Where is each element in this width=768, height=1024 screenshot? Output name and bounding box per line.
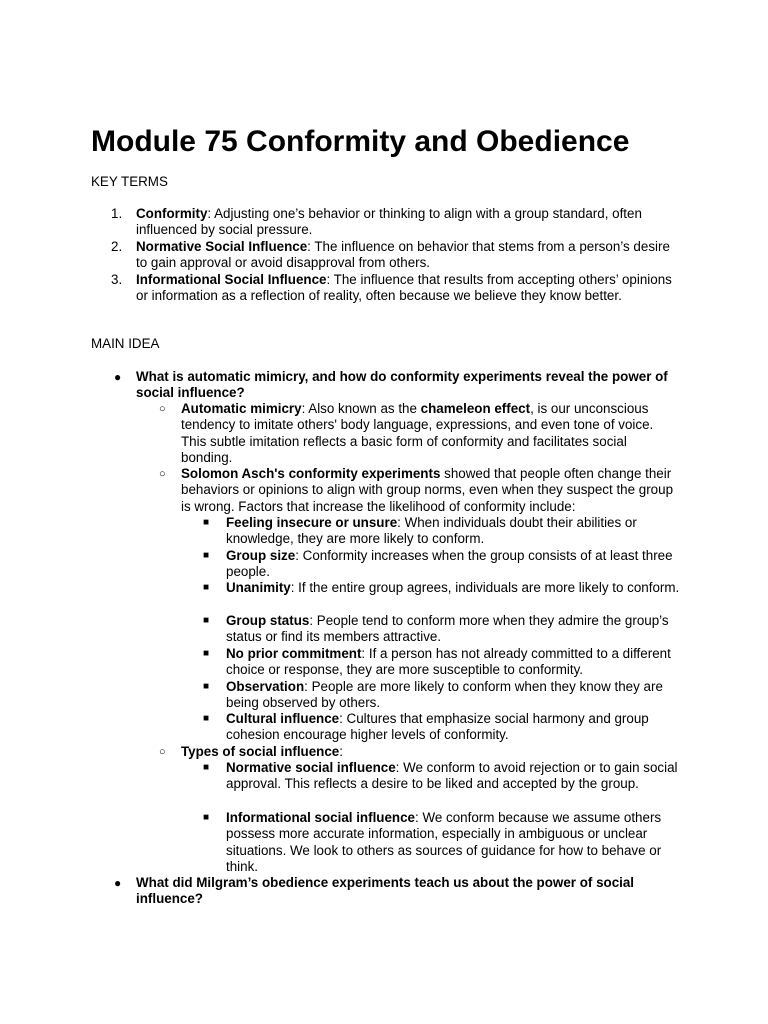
key-term-text <box>136 206 681 239</box>
question-text: What did Milgram’s obedience experiments teach us about the power of social influence? <box>136 875 635 907</box>
list-number: 2. <box>111 239 123 254</box>
factor-text: : If the entire group agrees, individuals are more likely to conform. <box>290 580 680 595</box>
circle-marker: ○ <box>159 746 166 758</box>
type-item <box>226 810 681 875</box>
type-term: Normative social influence <box>226 760 396 775</box>
key-term-name: Conformity <box>136 206 208 221</box>
page-title: Module 75 Conformity and Obedience <box>91 125 630 158</box>
factor-item <box>226 646 681 679</box>
mimicry-text-pre: : Also known as the <box>301 401 421 416</box>
list-number: 3. <box>111 272 123 287</box>
square-marker: ■ <box>203 517 210 528</box>
key-term-text <box>136 272 681 305</box>
factor-text: : Conformity increases when the group consists of at least three people. <box>226 548 673 580</box>
factor-item <box>226 515 681 548</box>
factor-text: : When individuals doubt their abilities or knowledge, they are more likely to conform. <box>226 515 637 547</box>
list-number: 1. <box>111 206 123 221</box>
factor-term: Unanimity <box>226 580 291 595</box>
square-marker: ■ <box>203 582 210 593</box>
factor-term: Feeling insecure or unsure <box>226 515 398 530</box>
factor-item <box>226 679 681 712</box>
factor-item <box>226 580 681 596</box>
square-marker: ■ <box>203 681 210 692</box>
factor-term: Observation <box>226 679 305 694</box>
circle-marker: ○ <box>159 403 166 415</box>
main-idea-heading: MAIN IDEA <box>91 336 160 351</box>
bullet-marker: ● <box>114 370 122 384</box>
factor-text: : Cultures that emphasize social harmony and group cohesion encourage higher levels of conformity. <box>226 711 649 743</box>
key-term-definition: : Adjusting one’s behavior or thinking to align with a group standard, often influenced by social pressure. <box>136 206 642 238</box>
square-marker: ■ <box>203 762 210 773</box>
factor-term: Cultural influence <box>226 711 340 726</box>
type-text: : We conform to avoid rejection or to gain social approval. This reflects a desire to be liked and accepted by the group. <box>226 760 678 792</box>
key-terms-heading: KEY TERMS <box>91 174 168 189</box>
square-marker: ■ <box>203 550 210 561</box>
factor-term: Group size <box>226 548 296 563</box>
mimicry-item <box>181 401 681 466</box>
types-text: : <box>339 744 343 759</box>
square-marker: ■ <box>203 713 210 724</box>
type-text: : We conform because we assume others possess more accurate information, especially in ambiguous or unclear situations. We look to others as sources of guidance for how to behave or think. <box>226 810 662 874</box>
types-term: Types of social influence <box>181 744 340 759</box>
key-term-name: Informational Social Influence <box>136 272 327 287</box>
key-term-definition: : The influence on behavior that stems from a person’s desire to gain approval or avoid disapproval from others. <box>136 239 670 271</box>
circle-marker: ○ <box>159 468 166 480</box>
asch-text: showed that people often change their behaviors or opinions to align with group norms, even when they suspect the group is wrong. Factors that increase the likelihood of conformity include: <box>181 466 674 514</box>
asch-item <box>181 466 681 515</box>
question-text: What is automatic mimicry, and how do conformity experiments reveal the power of social influence? <box>136 369 668 401</box>
key-term-text <box>136 239 681 272</box>
mimicry-term: Automatic mimicry <box>181 401 302 416</box>
factor-item <box>226 613 681 646</box>
question-1 <box>136 369 681 402</box>
type-term: Informational social influence <box>226 810 415 825</box>
mimicry-text-post: , is our unconscious tendency to imitate others' body language, expressions, and even tone of voice. This subtle imitation reflects a basic form of conformity and facilitates social bonding. <box>181 401 654 465</box>
question-2 <box>136 875 681 908</box>
key-term-name: Normative Social Influence <box>136 239 308 254</box>
key-term-definition: : The influence that results from accepting others’ opinions or information as a reflection of reality, often because we believe they know better. <box>136 272 672 304</box>
factor-text: : If a person has not already committed to a different choice or response, they are more susceptible to conformity. <box>226 646 671 678</box>
factor-text: : People are more likely to conform when they know they are being observed by others. <box>226 679 663 711</box>
square-marker: ■ <box>203 812 210 823</box>
square-marker: ■ <box>203 648 210 659</box>
factor-term: No prior commitment <box>226 646 362 661</box>
chameleon-effect-term: chameleon effect <box>420 401 531 416</box>
factor-item <box>226 711 681 744</box>
factor-text: : People tend to conform more when they admire the group’s status or find its members attractive. <box>226 613 669 645</box>
type-item <box>226 760 681 793</box>
square-marker: ■ <box>203 615 210 626</box>
factor-term: Group status <box>226 613 310 628</box>
bullet-marker: ● <box>114 876 122 890</box>
asch-term: Solomon Asch's conformity experiments <box>181 466 441 481</box>
factor-item <box>226 548 681 581</box>
types-item <box>181 744 681 760</box>
